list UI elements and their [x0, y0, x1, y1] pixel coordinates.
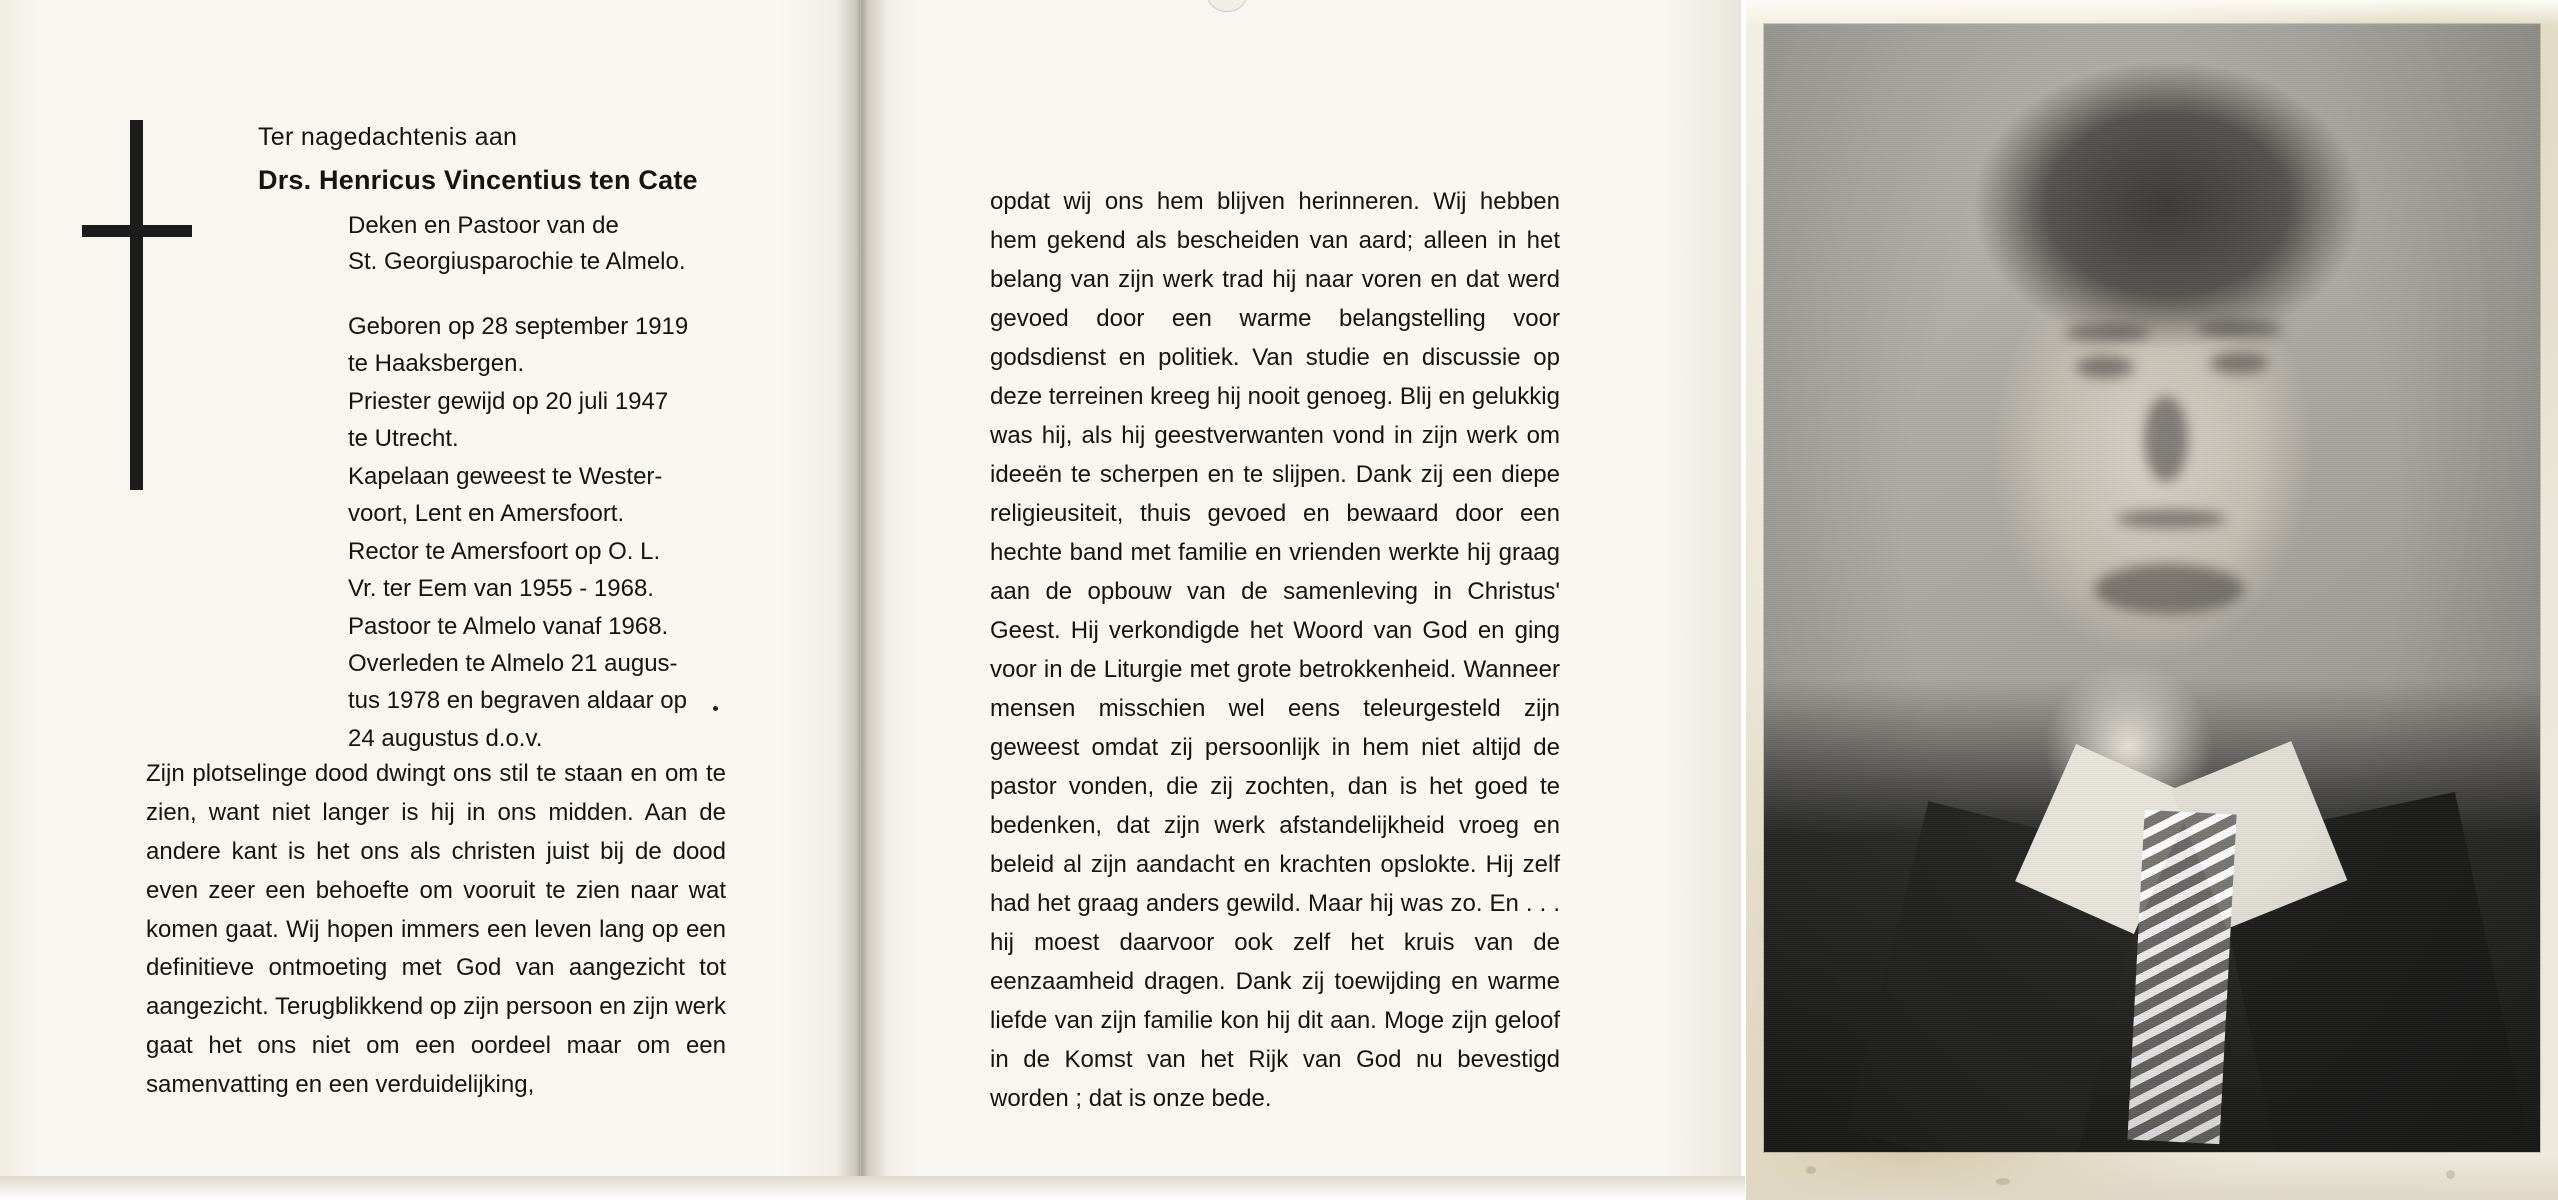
portrait-eye-left — [2076, 356, 2134, 378]
memorial-text-right: opdat wij ons hem blijven herinneren. Wij hebben hem gekend als bescheiden van aard; alleen in het belang van zijn werk trad hij naar voren en dat werd gevoed door een warme belangstelling voor godsdienst en politiek. Van studie en discussie op deze terreinen kreeg hij nooit genoeg. Blij en gelukkig was hij, als hij geestverwanten vond in zijn werk om ideeën te scherpen en te slijpen. Dank zij een diepe religieusiteit, thuis gevoed en bewaard door een hechte band met familie en vrienden werkte hij graag aan de opbouw van de samenleving in Christus' Geest. Hij verkondigde het Woord van God en ging voor in de Liturgie met grote betrokkenheid. Wanneer mensen misschien wel eens teleurgesteld zijn geweest omdat zij persoonlijk in hem niet altijd de pastor vonden, die zij zochten, dan is het goed te bedenken, dat zijn werk afstandelijkheid vroeg en beleid al zijn aandacht en krachten opslokte. Hij zelf had het graag anders gewild. Maar hij was zo. En . . . hij moest daarvoor ook zelf het kruis van de eenzaamheid dragen. Dank zij toewijding en warme liefde van zijn familie kon hij dit aan. Moge zijn geloof in de Komst van het Rijk van God nu bevestigd worden ; dat is onze bede. — [990, 188, 1560, 1112]
photo-edge-stain-bottom — [1746, 1154, 2558, 1200]
portrait-photo-panel — [1746, 0, 2558, 1200]
memoriam-line: Ter nagedachtenis aan — [258, 123, 518, 151]
deceased-name: Drs. Henricus Vincentius ten Cate — [258, 165, 698, 195]
portrait-striped-tie — [2127, 810, 2236, 1144]
paper-speck — [1996, 1178, 2010, 1185]
paper-speck — [2446, 1170, 2455, 1179]
deceased-biography-dates: Geboren op 28 september 1919 te Haaksbergen. Priester gewijd op 20 juli 1947 te Utrecht. Kapelaan geweest te Wester- voort, Lent en Amersfoort. Rector te Amersfoort op O. L. Vr. ter Eem van 1955 - 1968. Pastoor te Almelo vanaf 1968. Overleden te Almelo 21 augus- tus 1978 en begraven aldaar op 24 augustus d.o.v. — [348, 313, 689, 752]
portrait-photo-frame — [1764, 24, 2540, 1152]
portrait-eye-right — [2210, 352, 2268, 374]
cross-icon — [82, 120, 192, 490]
portrait-brow-left — [2064, 324, 2150, 342]
card-bottom-edge — [0, 1176, 1745, 1200]
photo-edge-highlight-top — [1746, 0, 2558, 26]
paragraph-separator-dot — [713, 706, 718, 711]
portrait-mouth — [2116, 510, 2226, 528]
paper-speck — [1806, 1166, 1816, 1174]
portrait-brow-right — [2196, 320, 2282, 338]
deceased-role-lines: Deken en Pastoor van de St. Georgiusparochie te Almelo. — [348, 212, 686, 276]
cross-vertical-bar — [130, 120, 143, 490]
portrait-chin — [2094, 564, 2244, 614]
cross-horizontal-bar — [82, 225, 192, 237]
memorial-text-left: Zijn plotselinge dood dwingt ons stil te staan en om te zien, want niet langer is hij in ons midden. Aan de andere kant is het ons als christen juist bij de dood even zeer een behoefte om vooruit te zien naar wat komen gaat. Wij hopen immers een leven lang op een definitieve ontmoeting met God van aangezicht tot aangezicht. Terugblikkend op zijn persoon en zijn werk gaat het ons niet om een oordeel maar om een samenvatting en een verduidelijking, — [146, 760, 726, 1098]
portrait-nose — [2144, 396, 2188, 482]
portrait-photo-image — [1764, 24, 2540, 1152]
